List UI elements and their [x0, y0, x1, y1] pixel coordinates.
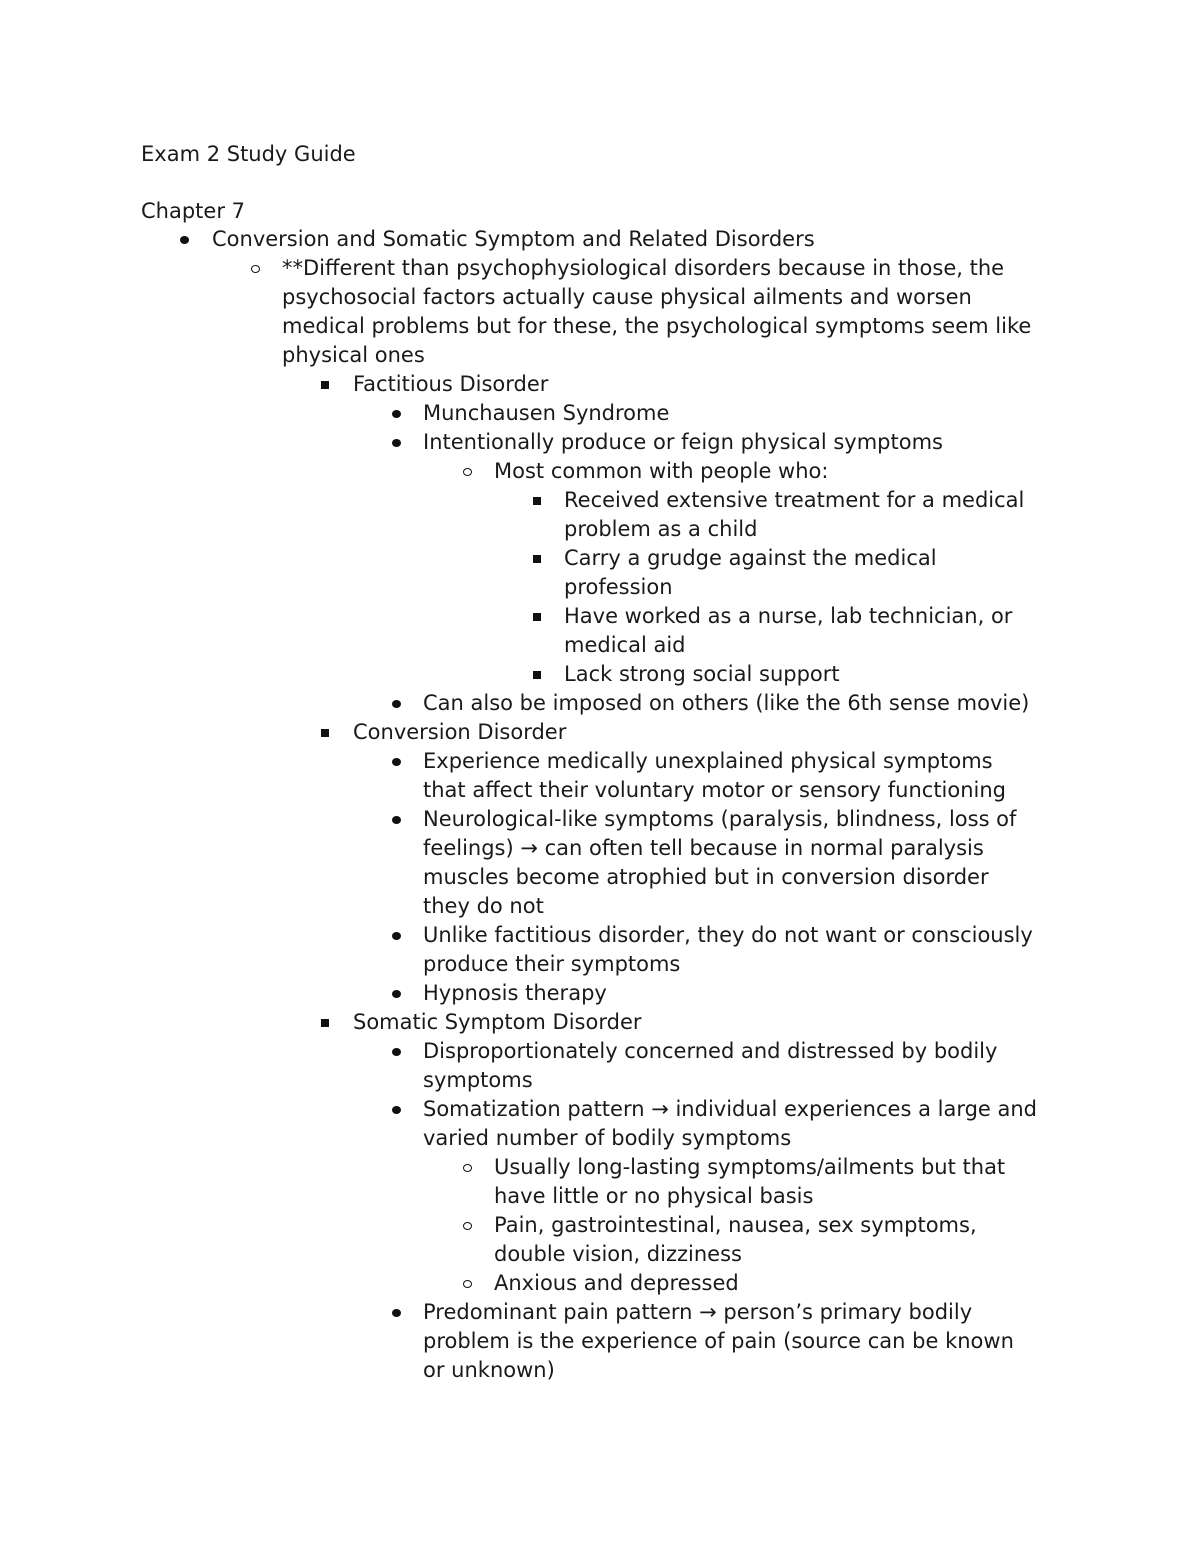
outline-item-text: profession: [564, 575, 673, 599]
bullet-filled-circle-icon: [389, 979, 403, 1008]
bullet-filled-circle-icon: [389, 747, 403, 776]
outline-item-text: psychosocial factors actually cause physical ailments and worsen: [282, 285, 972, 309]
outline-item-text: medical aid: [564, 633, 686, 657]
outline-item-text: Experience medically unexplained physical symptoms: [423, 749, 993, 773]
outline-item-text: Unlike factitious disorder, they do not want or consciously: [423, 923, 1033, 947]
outline-item-text: Disproportionately concerned and distressed by bodily: [423, 1039, 998, 1063]
outline-item-text: Factitious Disorder: [353, 372, 549, 396]
bullet-hollow-circle-icon: [460, 1269, 474, 1298]
bullet-filled-circle-icon: [389, 1037, 403, 1066]
outline-item-text: physical ones: [282, 343, 425, 367]
outline-item-text: Anxious and depressed: [494, 1271, 739, 1295]
bullet-filled-square-icon: [530, 544, 544, 573]
outline-item-text: Munchausen Syndrome: [423, 401, 670, 425]
outline-item-text: they do not: [423, 894, 544, 918]
outline-item-text: double vision, dizziness: [494, 1242, 742, 1266]
outline-item-text: Somatic Symptom Disorder: [353, 1010, 642, 1034]
outline-item-text: Hypnosis therapy: [423, 981, 607, 1005]
outline-item-text: Most common with people who:: [494, 459, 829, 483]
chapter-heading: Chapter 7: [141, 199, 245, 223]
bullet-filled-circle-icon: [389, 1298, 403, 1327]
outline-item-text: feelings) → can often tell because in normal paralysis: [423, 836, 984, 860]
bullet-filled-circle-icon: [389, 689, 403, 718]
bullet-filled-circle-icon: [389, 399, 403, 428]
outline-item-text: problem as a child: [564, 517, 758, 541]
outline-item-text: Somatization pattern → individual experiences a large and: [423, 1097, 1038, 1121]
outline-item-text: or unknown): [423, 1358, 555, 1382]
outline-item-text: medical problems but for these, the psychological symptoms seem like: [282, 314, 1032, 338]
outline-item-text: varied number of bodily symptoms: [423, 1126, 792, 1150]
outline-item-text: Usually long-lasting symptoms/ailments but that: [494, 1155, 1006, 1179]
outline-item-text: Predominant pain pattern → person’s primary bodily: [423, 1300, 973, 1324]
bullet-filled-square-icon: [530, 602, 544, 631]
bullet-filled-square-icon: [318, 1008, 332, 1037]
outline-item-text: Have worked as a nurse, lab technician, or: [564, 604, 1013, 628]
outline-item-text: Conversion Disorder: [353, 720, 567, 744]
bullet-filled-square-icon: [318, 718, 332, 747]
outline-item-text: muscles become atrophied but in conversion disorder: [423, 865, 989, 889]
bullet-filled-square-icon: [530, 660, 544, 689]
outline-item-text: Neurological-like symptoms (paralysis, blindness, loss of: [423, 807, 1017, 831]
bullet-filled-circle-icon: [389, 1095, 403, 1124]
outline-item-text: Intentionally produce or feign physical symptoms: [423, 430, 943, 454]
bullet-filled-circle-icon: [389, 921, 403, 950]
outline-item-text: Carry a grudge against the medical: [564, 546, 937, 570]
outline-item-text: Lack strong social support: [564, 662, 840, 686]
outline-item-text: **Different than psychophysiological disorders because in those, the: [282, 256, 1005, 280]
outline-item-text: produce their symptoms: [423, 952, 681, 976]
bullet-hollow-circle-icon: [460, 1211, 474, 1240]
outline-item-text: that affect their voluntary motor or sensory functioning: [423, 778, 1007, 802]
outline-item-text: problem is the experience of pain (source can be known: [423, 1329, 1014, 1353]
bullet-hollow-circle-icon: [460, 457, 474, 486]
outline-item-text: Received extensive treatment for a medical: [564, 488, 1025, 512]
bullet-filled-circle-icon: [177, 225, 191, 254]
bullet-filled-square-icon: [318, 370, 332, 399]
bullet-hollow-circle-icon: [248, 254, 262, 283]
outline-item-text: Pain, gastrointestinal, nausea, sex symptoms,: [494, 1213, 977, 1237]
bullet-filled-circle-icon: [389, 805, 403, 834]
outline-item-text: Can also be imposed on others (like the 6th sense movie): [423, 691, 1030, 715]
bullet-hollow-circle-icon: [460, 1153, 474, 1182]
outline-item-text: Conversion and Somatic Symptom and Related Disorders: [212, 227, 815, 251]
bullet-filled-square-icon: [530, 486, 544, 515]
document-title: Exam 2 Study Guide: [141, 142, 356, 166]
outline-item-text: have little or no physical basis: [494, 1184, 814, 1208]
bullet-filled-circle-icon: [389, 428, 403, 457]
outline-item-text: symptoms: [423, 1068, 533, 1092]
